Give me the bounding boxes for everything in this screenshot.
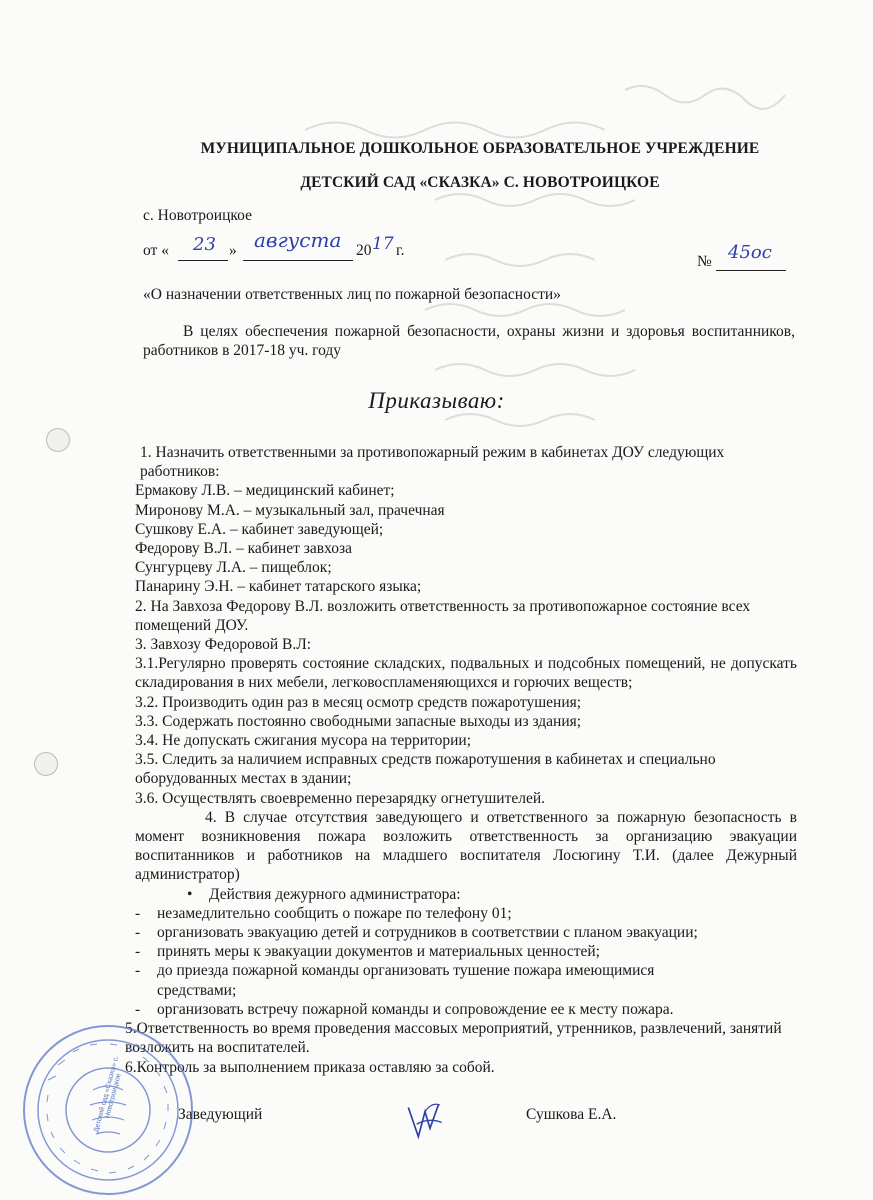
item-2: 2. На Завхоза Федорову В.Л. возложить ответственность за противопожарное состояние всех помещений ДОУ. [135, 597, 751, 634]
preamble-text: В целях обеспечения пожарной безопасности, охраны жизни и здоровья воспитанников, работников в 2017-18 уч. году [143, 323, 795, 360]
dash-row-3 [135, 942, 797, 961]
dash-row-2 [135, 923, 797, 942]
dash-mark-3: - [135, 943, 141, 961]
date-month: августа [254, 228, 342, 252]
item-3-6: 3.6. Осуществлять своевременно перезарядку огнетушителей. [135, 789, 546, 807]
date-prefix: от « [143, 242, 169, 259]
item-3-1: 3.1.Регулярно проверять состояние складских, подвальных и подсобных помещений, не допускать складирования в них мебели, легковоспламеняющихся и горючих веществ; [135, 655, 797, 692]
signature-title: Заведующий [178, 1106, 263, 1123]
header-kindergarten: ДЕТСКИЙ САД «СКАЗКА» С. НОВОТРОИЦКОЕ [300, 174, 660, 191]
number-label: № [697, 253, 712, 270]
person-2: Миронову М.А. – музыкальный зал, прачечная [135, 501, 445, 519]
person-1: Ермакову Л.В. – медицинский кабинет; [135, 482, 395, 500]
signature-name: Сушкова Е.А. [526, 1106, 617, 1123]
bullet-row [135, 885, 797, 904]
dash-row-5 [135, 1000, 797, 1019]
dash-mark-5: - [135, 1000, 141, 1018]
subject: «О назначении ответственных лиц по пожарной безопасности» [143, 286, 561, 303]
bullet-text: Действия дежурного администратора: [209, 885, 461, 903]
dash-mark-1: - [135, 904, 141, 922]
item-1: 1. Назначить ответственными за противопожарный режим в кабинетах ДОУ следующих работников: [140, 444, 725, 481]
date-month-underline [243, 260, 353, 261]
item-5: 5.Ответственность во время проведения массовых мероприятий, утренников, развлечений, занятий возложить на воспитателей. [125, 1020, 782, 1057]
date-day: 23 [193, 234, 216, 255]
dash-row-4 [135, 961, 797, 999]
item-6: 6.Контроль за выполнением приказа оставляю за собой. [125, 1058, 495, 1076]
person-3: Сушкову Е.А. – кабинет заведующей; [135, 520, 384, 538]
dash-mark-4: - [135, 962, 141, 980]
dash-mark-2: - [135, 924, 141, 942]
handwritten-signature [400, 1095, 450, 1145]
item-4: 4. В случае отсутствия заведующего и ответственного за пожарную безопасность в момент возникновения пожара возложить ответственность за организацию эвакуации воспитанников и работников на младшего воспитателя Лосюгину Т.И. (далее Дежурный администратор) [135, 808, 797, 884]
item-3-4: 3.4. Не допускать сжигания мусора на территории; [135, 732, 471, 750]
person-5: Сунгурцеву Л.А. – пищеблок; [135, 559, 332, 577]
place: с. Новотроицкое [143, 207, 252, 224]
dash-text-3: принять меры к эвакуации документов и материальных ценностей; [157, 943, 600, 961]
dash-text-5: организовать встречу пожарной команды и сопровождение ее к месту пожара. [157, 1000, 674, 1018]
dash-row-1 [135, 904, 797, 923]
date-day-underline [178, 260, 228, 261]
order-items [125, 443, 797, 1077]
dash-text-1: незамедлительно сообщить о пожаре по телефону 01; [157, 904, 512, 922]
preamble [143, 322, 795, 360]
date-year-handwritten: 17 [372, 234, 394, 254]
date-year-prefix: 20 [356, 242, 372, 259]
number-underline [716, 270, 786, 271]
item-3-3: 3.3. Содержать постоянно свободными запасные выходы из здания; [135, 712, 582, 730]
dash-text-4: до приезда пожарной команды организовать тушение пожара имеющимися средствами; [157, 962, 655, 999]
bullet-mark: • [187, 885, 193, 903]
order-word: Приказываю: [368, 388, 505, 413]
number-value: 45ос [728, 242, 772, 263]
dash-text-2: организовать эвакуацию детей и сотрудников в соответствии с планом эвакуации; [157, 924, 698, 942]
item-3-2: 3.2. Производить один раз в месяц осмотр средств пожаротушения; [135, 693, 582, 711]
header-institution: МУНИЦИПАЛЬНОЕ ДОШКОЛЬНОЕ ОБРАЗОВАТЕЛЬНОЕ УЧРЕЖДЕНИЕ [200, 140, 760, 157]
punch-hole-bottom [34, 752, 58, 776]
person-4: Федорову В.Л. – кабинет завхоза [135, 540, 352, 558]
person-6: Панарину Э.Н. – кабинет татарского языка; [135, 578, 422, 596]
item-3-5: 3.5. Следить за наличием исправных средств пожаротушения в кабинетах и специально оборудованных местах в здании; [135, 751, 716, 788]
item-3: 3. Завхозу Федоровой В.Л: [135, 636, 312, 654]
punch-hole-top [46, 428, 70, 452]
date-year-suffix: г. [396, 242, 405, 259]
date-quote-close: » [229, 242, 237, 259]
stamp-text: Детский сад «Сказка» с. Новотроицкое [93, 1055, 123, 1134]
